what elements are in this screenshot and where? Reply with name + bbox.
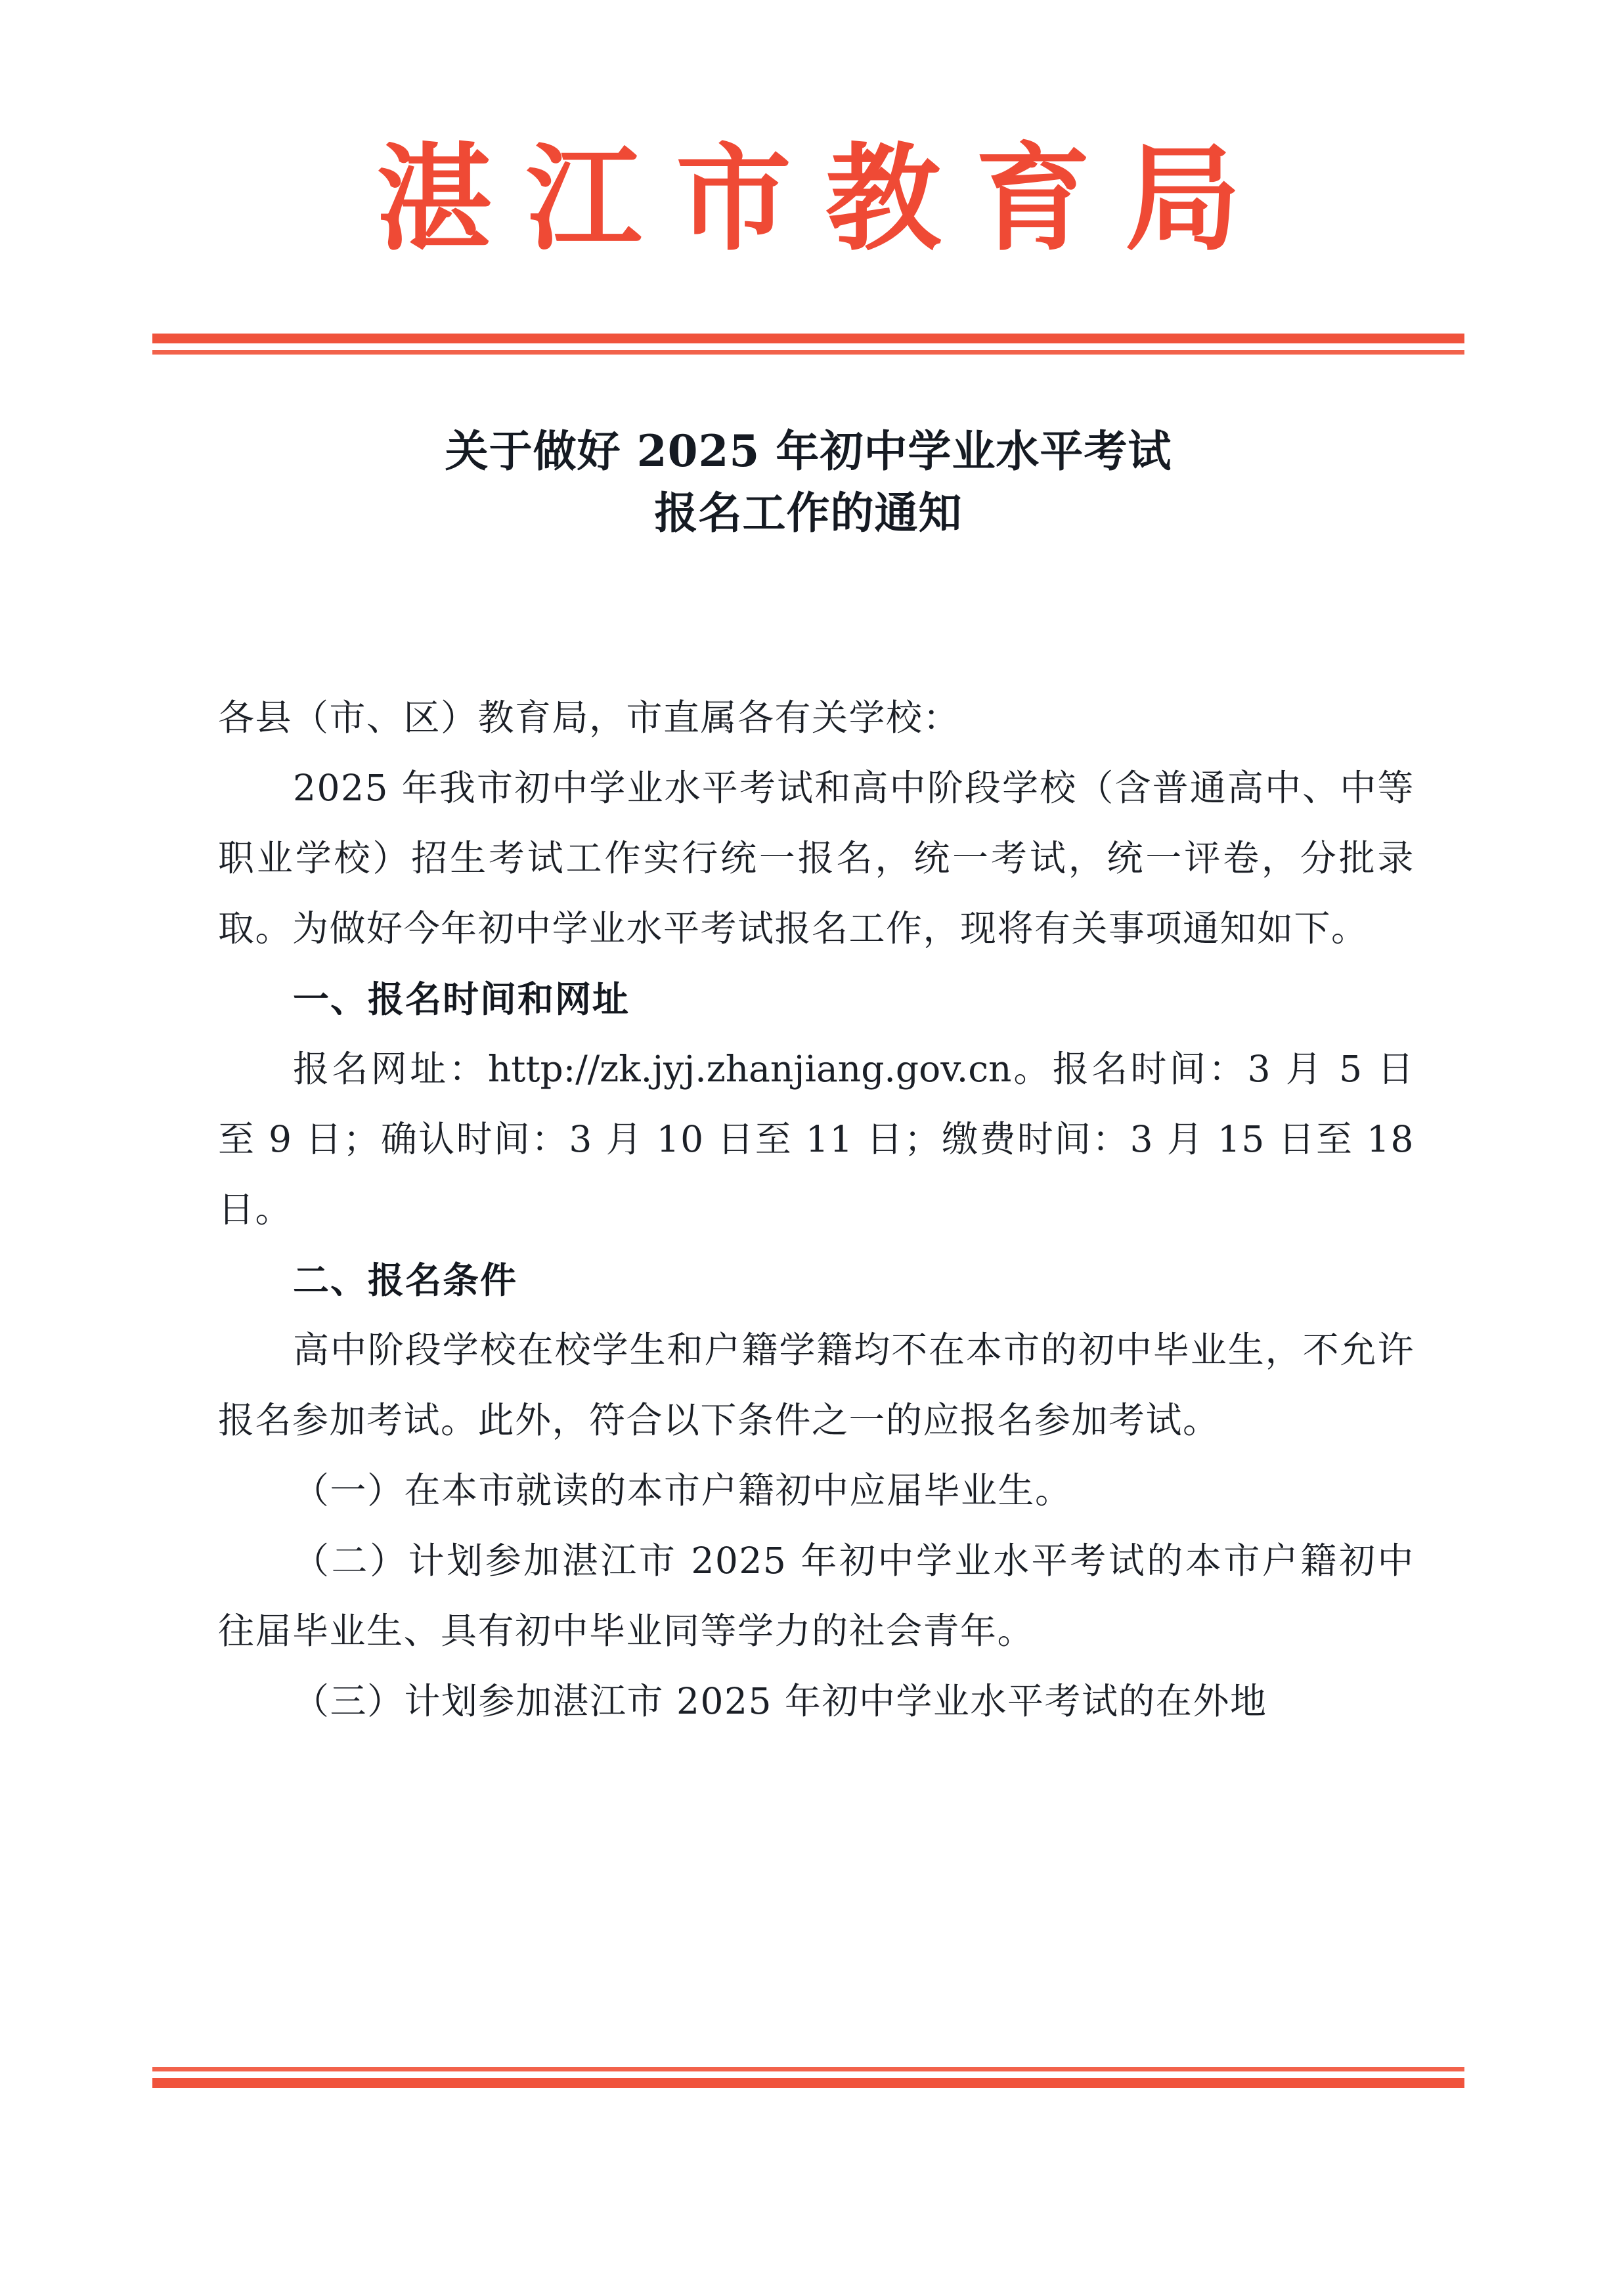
document-title-line-1: 关于做好 2025 年初中学业水平考试 (445, 425, 1172, 477)
eligibility-item-1: （一）在本市就读的本市户籍初中应届毕业生。 (293, 1469, 1072, 1511)
section-heading-1: 一、报名时间和网址 (293, 978, 630, 1020)
rule-gap (152, 343, 1464, 350)
section-2-intro-paragraph: 高中阶段学校在校学生和户籍学籍均不在本市的初中毕业生，不允许报名参加考试。此外，符合以下条件之一的应报名参加考试。 (218, 1329, 1415, 1441)
eligibility-item-3: （三）计划参加湛江市 2025 年初中学业水平考试的在外地 (293, 1680, 1267, 1722)
issuing-organization: 湛江市教育局 (376, 131, 1275, 267)
registration-url-label: 报名网址： (293, 1048, 488, 1090)
section-heading-2: 二、报名条件 (293, 1259, 518, 1301)
section-1-paragraph (218, 1034, 1415, 1245)
document-title (152, 420, 1464, 544)
document-title-line-2: 报名工作的通知 (654, 487, 963, 538)
rule-gap (152, 2071, 1464, 2078)
header-red-rule (152, 334, 1464, 355)
intro-paragraph: 2025 年我市初中学业水平考试和高中阶段学校（含普通高中、中等职业学校）招生考试工作实行统一报名，统一考试，统一评卷，分批录取。为做好今年初中学业水平考试报名工作，现将有关事项通知如下。 (218, 767, 1415, 949)
document-body (218, 683, 1415, 1737)
registration-dates-text: 。报名时间：3 月 5 日至 9 日；确认时间：3 月 10 日至 11 日；缴费时间：3 月 15 日至 18 日。 (218, 1048, 1415, 1230)
rule-thin-bar (152, 2067, 1464, 2071)
rule-thick-bar (152, 2078, 1464, 2088)
rule-thick-bar (152, 334, 1464, 343)
footer-red-rule (152, 2067, 1464, 2088)
registration-url[interactable]: http://zk.jyj.zhanjiang.gov.cn (487, 1048, 1012, 1090)
rule-thin-bar (152, 350, 1464, 355)
eligibility-item-2: （二）计划参加湛江市 2025 年初中学业水平考试的本市户籍初中往届毕业生、具有初中毕业同等学力的社会青年。 (218, 1540, 1415, 1652)
masthead (152, 131, 1464, 267)
salutation: 各县（市、区）教育局，市直属各有关学校： (218, 697, 961, 739)
